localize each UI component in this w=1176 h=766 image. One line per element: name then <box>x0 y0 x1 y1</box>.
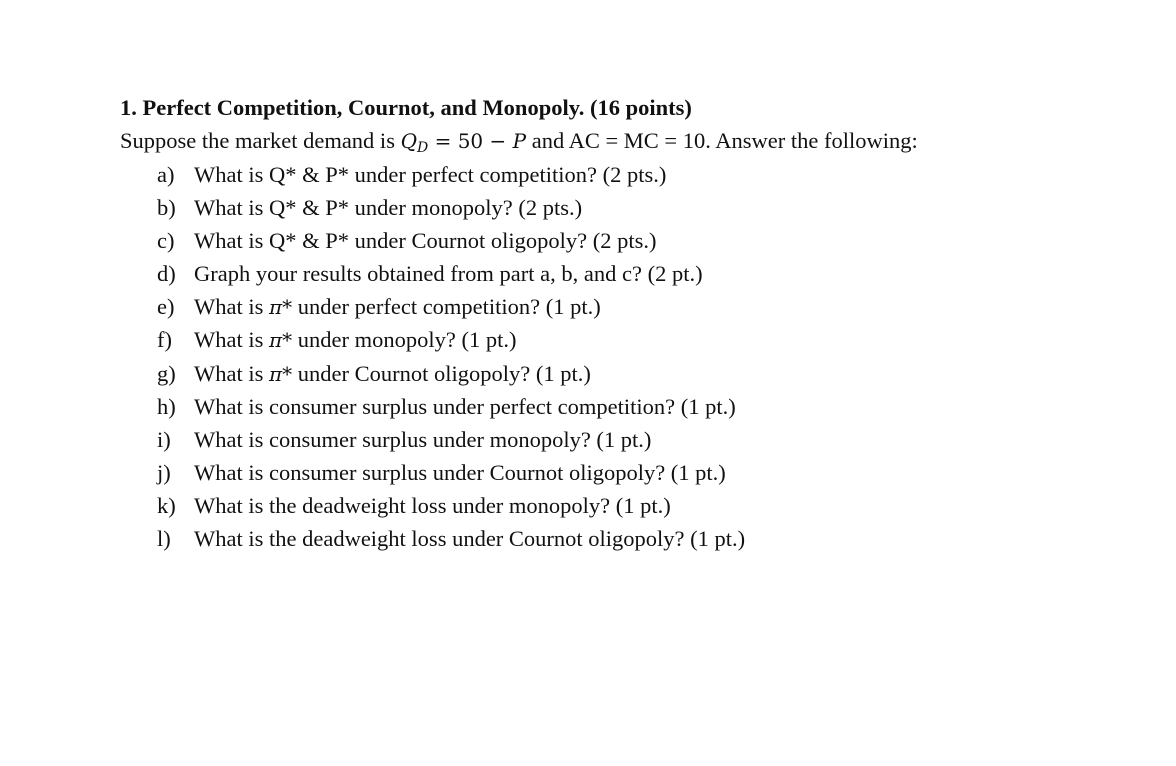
question-text <box>194 390 736 423</box>
question-text <box>194 456 726 489</box>
problem-document <box>120 92 1120 555</box>
question-text <box>194 257 703 290</box>
question-label: f) <box>157 327 172 353</box>
question-text-main: What is the deadweight loss under Cournot oligopoly? (1 pt.) <box>194 526 746 552</box>
question-text-main: What is Q* & P* under perfect competition? (2 pts.) <box>194 162 667 187</box>
equation-p: P <box>512 129 527 153</box>
question-text-main: Graph your results obtained from part a, b, and c? (2 pt.) <box>194 261 703 287</box>
question-label: k) <box>157 492 176 518</box>
question-label: a) <box>157 162 175 187</box>
question-text-main: What is consumer surplus under monopoly? (1 pt.) <box>194 426 652 452</box>
question-item <box>120 522 1120 555</box>
question-text-rest: under perfect competition? (1 pt.) <box>297 294 601 320</box>
question-text <box>194 158 666 191</box>
profit-symbol: π* <box>268 295 293 320</box>
intro-text-before: Suppose the market demand is <box>120 128 395 153</box>
question-text-main: What is consumer surplus under perfect competition? (1 pt.) <box>194 393 736 419</box>
question-label: h) <box>157 393 176 419</box>
question-text-main: What is consumer surplus under Cournot oligopoly? (1 pt.) <box>194 459 726 485</box>
question-item <box>120 158 1120 191</box>
question-text-main: What is <box>194 294 264 320</box>
demand-equation <box>400 129 527 156</box>
question-text <box>194 191 582 224</box>
question-text <box>194 489 671 522</box>
question-item <box>120 423 1120 456</box>
question-item <box>120 456 1120 489</box>
question-item <box>120 390 1120 423</box>
intro-text-after: and AC = MC = 10. Answer the following: <box>531 128 918 153</box>
question-item <box>120 357 1120 390</box>
question-label: j) <box>157 459 171 485</box>
question-label: l) <box>157 526 171 552</box>
question-label: g) <box>157 360 176 386</box>
profit-symbol: π* <box>268 361 293 386</box>
question-text-rest: under monopoly? (1 pt.) <box>297 327 517 353</box>
question-label: e) <box>157 294 175 320</box>
question-text-main: What is <box>194 360 264 386</box>
question-text-main: What is <box>194 327 264 353</box>
profit-symbol: π* <box>268 328 293 353</box>
question-text <box>194 323 516 357</box>
equation-middle: = 50 − <box>428 129 513 153</box>
question-text-main: What is Q* & P* under Cournot oligopoly? (2 pts.) <box>194 228 657 254</box>
question-item <box>120 191 1120 224</box>
question-list <box>120 158 1120 555</box>
question-item <box>120 224 1120 257</box>
question-label: d) <box>157 261 176 287</box>
question-item <box>120 290 1120 323</box>
question-item <box>120 323 1120 356</box>
question-text <box>194 522 745 555</box>
question-text <box>194 290 601 324</box>
question-text <box>194 423 651 456</box>
question-text-rest: under Cournot oligopoly? (1 pt.) <box>297 360 591 386</box>
question-item <box>120 489 1120 522</box>
question-text-main: What is Q* & P* under monopoly? (2 pts.) <box>194 195 583 221</box>
problem-heading: 1. Perfect Competition, Cournot, and Monopoly. (16 points) <box>120 95 692 120</box>
question-label: i) <box>157 426 171 452</box>
question-text <box>194 357 591 391</box>
question-text-main: What is the deadweight loss under monopoly? (1 pt.) <box>194 492 671 518</box>
question-label: b) <box>157 195 176 221</box>
question-item <box>120 257 1120 290</box>
problem-intro <box>120 124 1120 158</box>
equation-subscript: D <box>416 140 429 156</box>
question-text <box>194 224 656 257</box>
equation-q: Q <box>400 129 417 153</box>
question-label: c) <box>157 228 175 254</box>
